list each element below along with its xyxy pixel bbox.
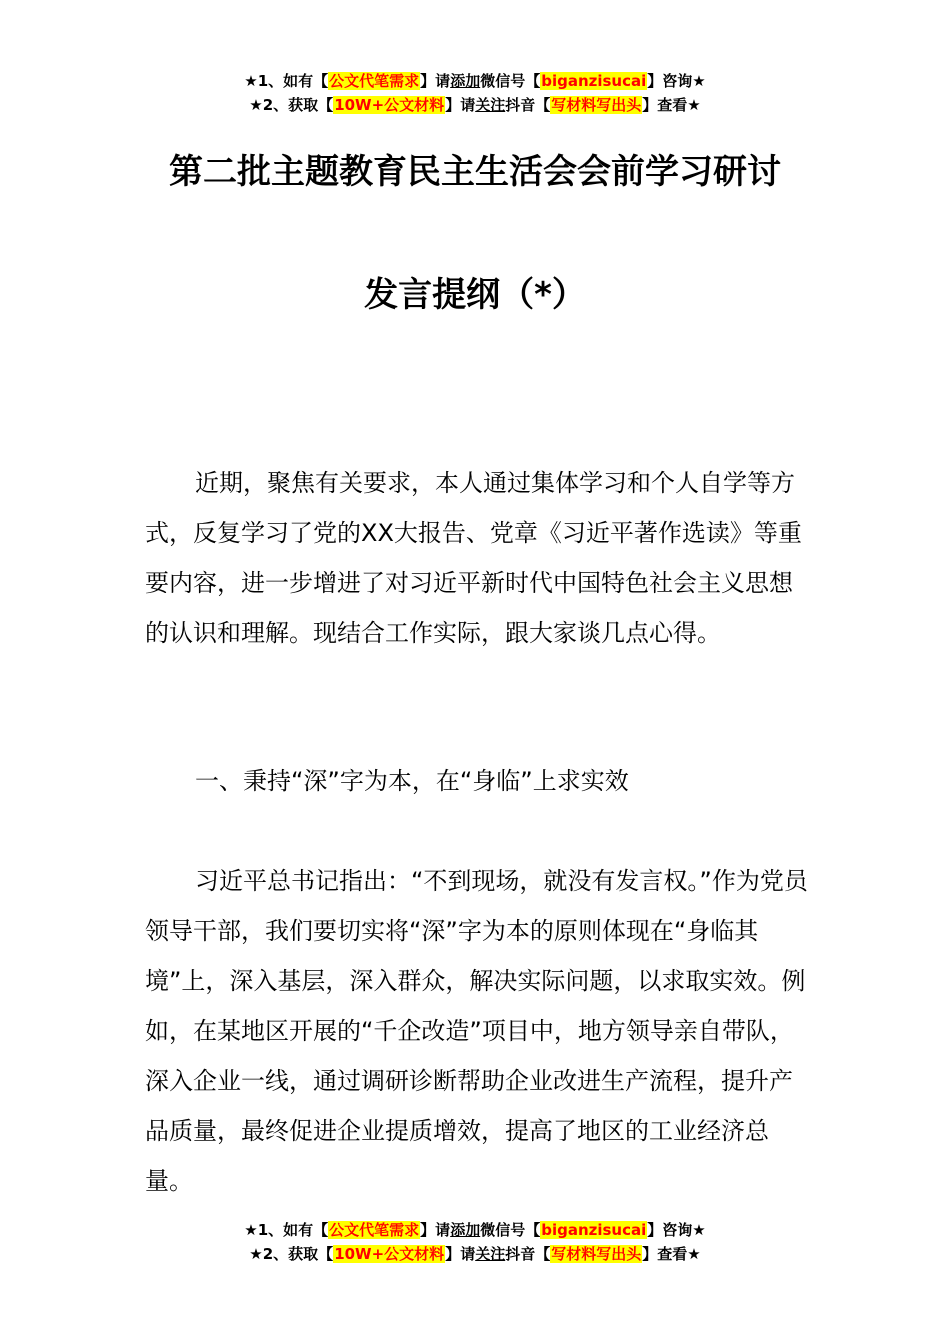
banner-highlight: 10W+公文材料 xyxy=(334,96,445,114)
banner-text: 】咨询★ xyxy=(647,72,706,90)
header-banner-line-1 xyxy=(0,69,950,93)
banner-text: 微信号【 xyxy=(480,72,541,90)
banner-text: 】查看★ xyxy=(642,1245,701,1263)
banner-text: 】查看★ xyxy=(642,96,701,114)
banner-text: 】请 xyxy=(445,96,476,114)
section-1-heading: 一、秉持“深”字为本，在“身临”上求实效 xyxy=(195,767,629,795)
banner-underline: 添加 xyxy=(450,72,481,90)
footer-banner-line-2 xyxy=(0,1242,950,1266)
banner-underline: 关注 xyxy=(475,1245,506,1263)
banner-text: ★1、如有【 xyxy=(244,1221,329,1239)
banner-text: 】请 xyxy=(420,1221,451,1239)
banner-text: 】咨询★ xyxy=(647,1221,706,1239)
footer-banner-line-1 xyxy=(0,1218,950,1242)
banner-douyin-id: 写材料写出头 xyxy=(551,96,642,114)
banner-text: 】请 xyxy=(420,72,451,90)
banner-underline: 添加 xyxy=(450,1221,481,1239)
document-title-line-1: 第二批主题教育民主生活会会前学习研讨 xyxy=(169,152,781,192)
banner-text: 抖音【 xyxy=(505,96,551,114)
banner-text: 】请 xyxy=(445,1245,476,1263)
banner-text: 抖音【 xyxy=(505,1245,551,1263)
banner-highlight: 10W+公文材料 xyxy=(334,1245,445,1263)
banner-highlight: 公文代笔需求 xyxy=(329,1221,420,1239)
intro-paragraph: 近期，聚焦有关要求，本人通过集体学习和个人自学等方式，反复学习了党的XX大报告、党章《习近平著作选读》等重要内容，进一步增进了对习近平新时代中国特色社会主义思想的认识和理解。现结合工作实际，跟大家谈几点心得。 xyxy=(145,469,802,647)
banner-text: ★2、获取【 xyxy=(249,1245,334,1263)
section-1-body: 习近平总书记指出：“不到现场，就没有发言权。”作为党员领导干部，我们要切实将“深”字为本的原则体现在“身临其境”上，深入基层，深入群众，解决实际问题，以求取实效。例如，在某地区开展的“千企改造”项目中，地方领导亲自带队，深入企业一线，通过调研诊断帮助企业改进生产流程，提升产品质量，最终促进企业提质增效，提高了地区的工业经济总量。 xyxy=(145,867,808,1195)
banner-wechat-id: biganzisucai xyxy=(541,1221,647,1239)
document-title-line-2: 发言提纲（*） xyxy=(364,275,586,315)
banner-text: ★2、获取【 xyxy=(249,96,334,114)
header-banner xyxy=(0,69,950,117)
footer-banner xyxy=(0,1218,950,1266)
banner-highlight: 公文代笔需求 xyxy=(329,72,420,90)
header-banner-line-2 xyxy=(0,93,950,117)
banner-text: ★1、如有【 xyxy=(244,72,329,90)
banner-wechat-id: biganzisucai xyxy=(541,72,647,90)
banner-douyin-id: 写材料写出头 xyxy=(551,1245,642,1263)
banner-underline: 关注 xyxy=(475,96,506,114)
banner-text: 微信号【 xyxy=(480,1221,541,1239)
